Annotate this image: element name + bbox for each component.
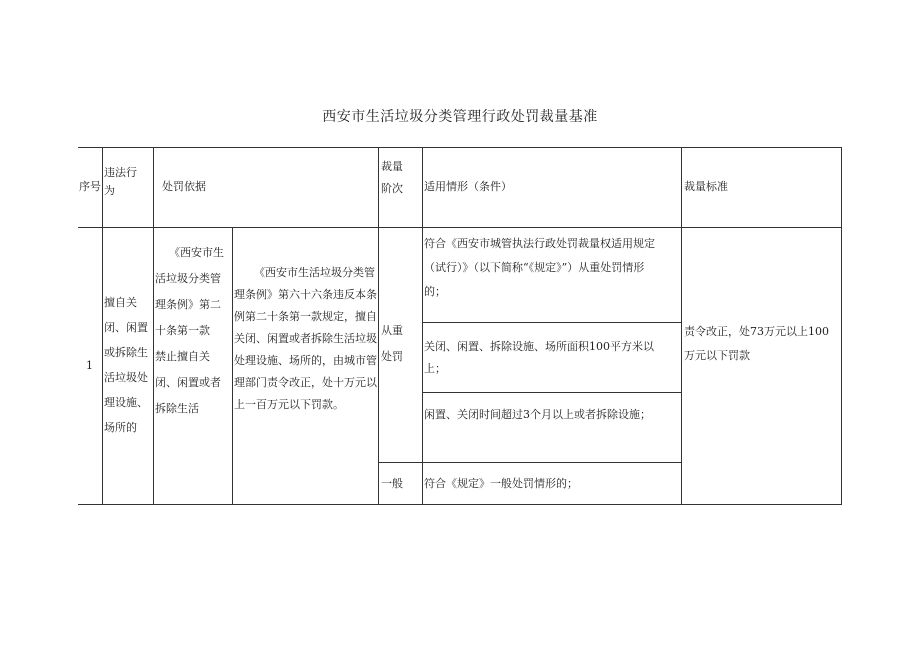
row-condition-1: 符合《西安市城管执法行政处罚裁量权适用规定（试行）》（以下简称“《规定》”）从重处罚情形的； [424,237,655,298]
row-condition-4: 符合《规定》一般处罚情形的； [424,477,578,490]
row-level-heavy: 从重处罚 [381,324,403,363]
table-header-bottom [78,227,842,228]
col-divider [102,147,103,505]
row-act: 擅自关闭、闲置或拆除生活垃圾处理设施、场所的 [104,296,148,434]
row-basis-penalty: 《西安市生活垃圾分类管理条例》第六十六条违反本条例第二十条第一款规定，擅自关闭、闲置或者拆除生活垃圾处理设施、场所的，由城市管理部门责令改正，处十万元以上一百万元以下罚款。 [234,266,377,411]
document-title: 西安市生活垃圾分类管理行政处罚裁量基准 [322,109,598,125]
header-standard: 裁量标准 [684,180,728,193]
row-no: 1 [86,359,93,372]
row-condition-2: 关闭、闲置、拆除设施、场所面积100平方米以上； [424,340,654,375]
table-border-bottom [78,504,842,505]
row-divider [378,462,682,463]
row-basis-clause: 《西安市生活垃圾分类管理条例》第二十条第一款 禁止擅自关闭、闲置或者拆除生活 [155,246,224,415]
col-divider [378,147,379,505]
col-divider [681,147,682,505]
header-conditions: 适用情形（条件） [424,180,512,193]
col-divider [422,147,423,505]
header-act: 违法行为 [104,166,137,197]
row-condition-3: 闲置、关闭时间超过3个月以上或者拆除设施； [424,408,651,421]
table-border-right [841,147,842,505]
header-level: 裁量阶次 [381,160,403,195]
row-divider [422,392,681,393]
row-standard-heavy: 责令改正，处73万元以上100万元以下罚款 [684,325,829,362]
row-level-general: 一般 [381,477,403,490]
header-no: 序号 [79,180,101,193]
row-divider [422,322,681,323]
col-divider [232,227,233,505]
table-border-top [78,147,842,148]
header-basis: 处罚依据 [162,180,206,193]
col-divider [153,147,154,505]
